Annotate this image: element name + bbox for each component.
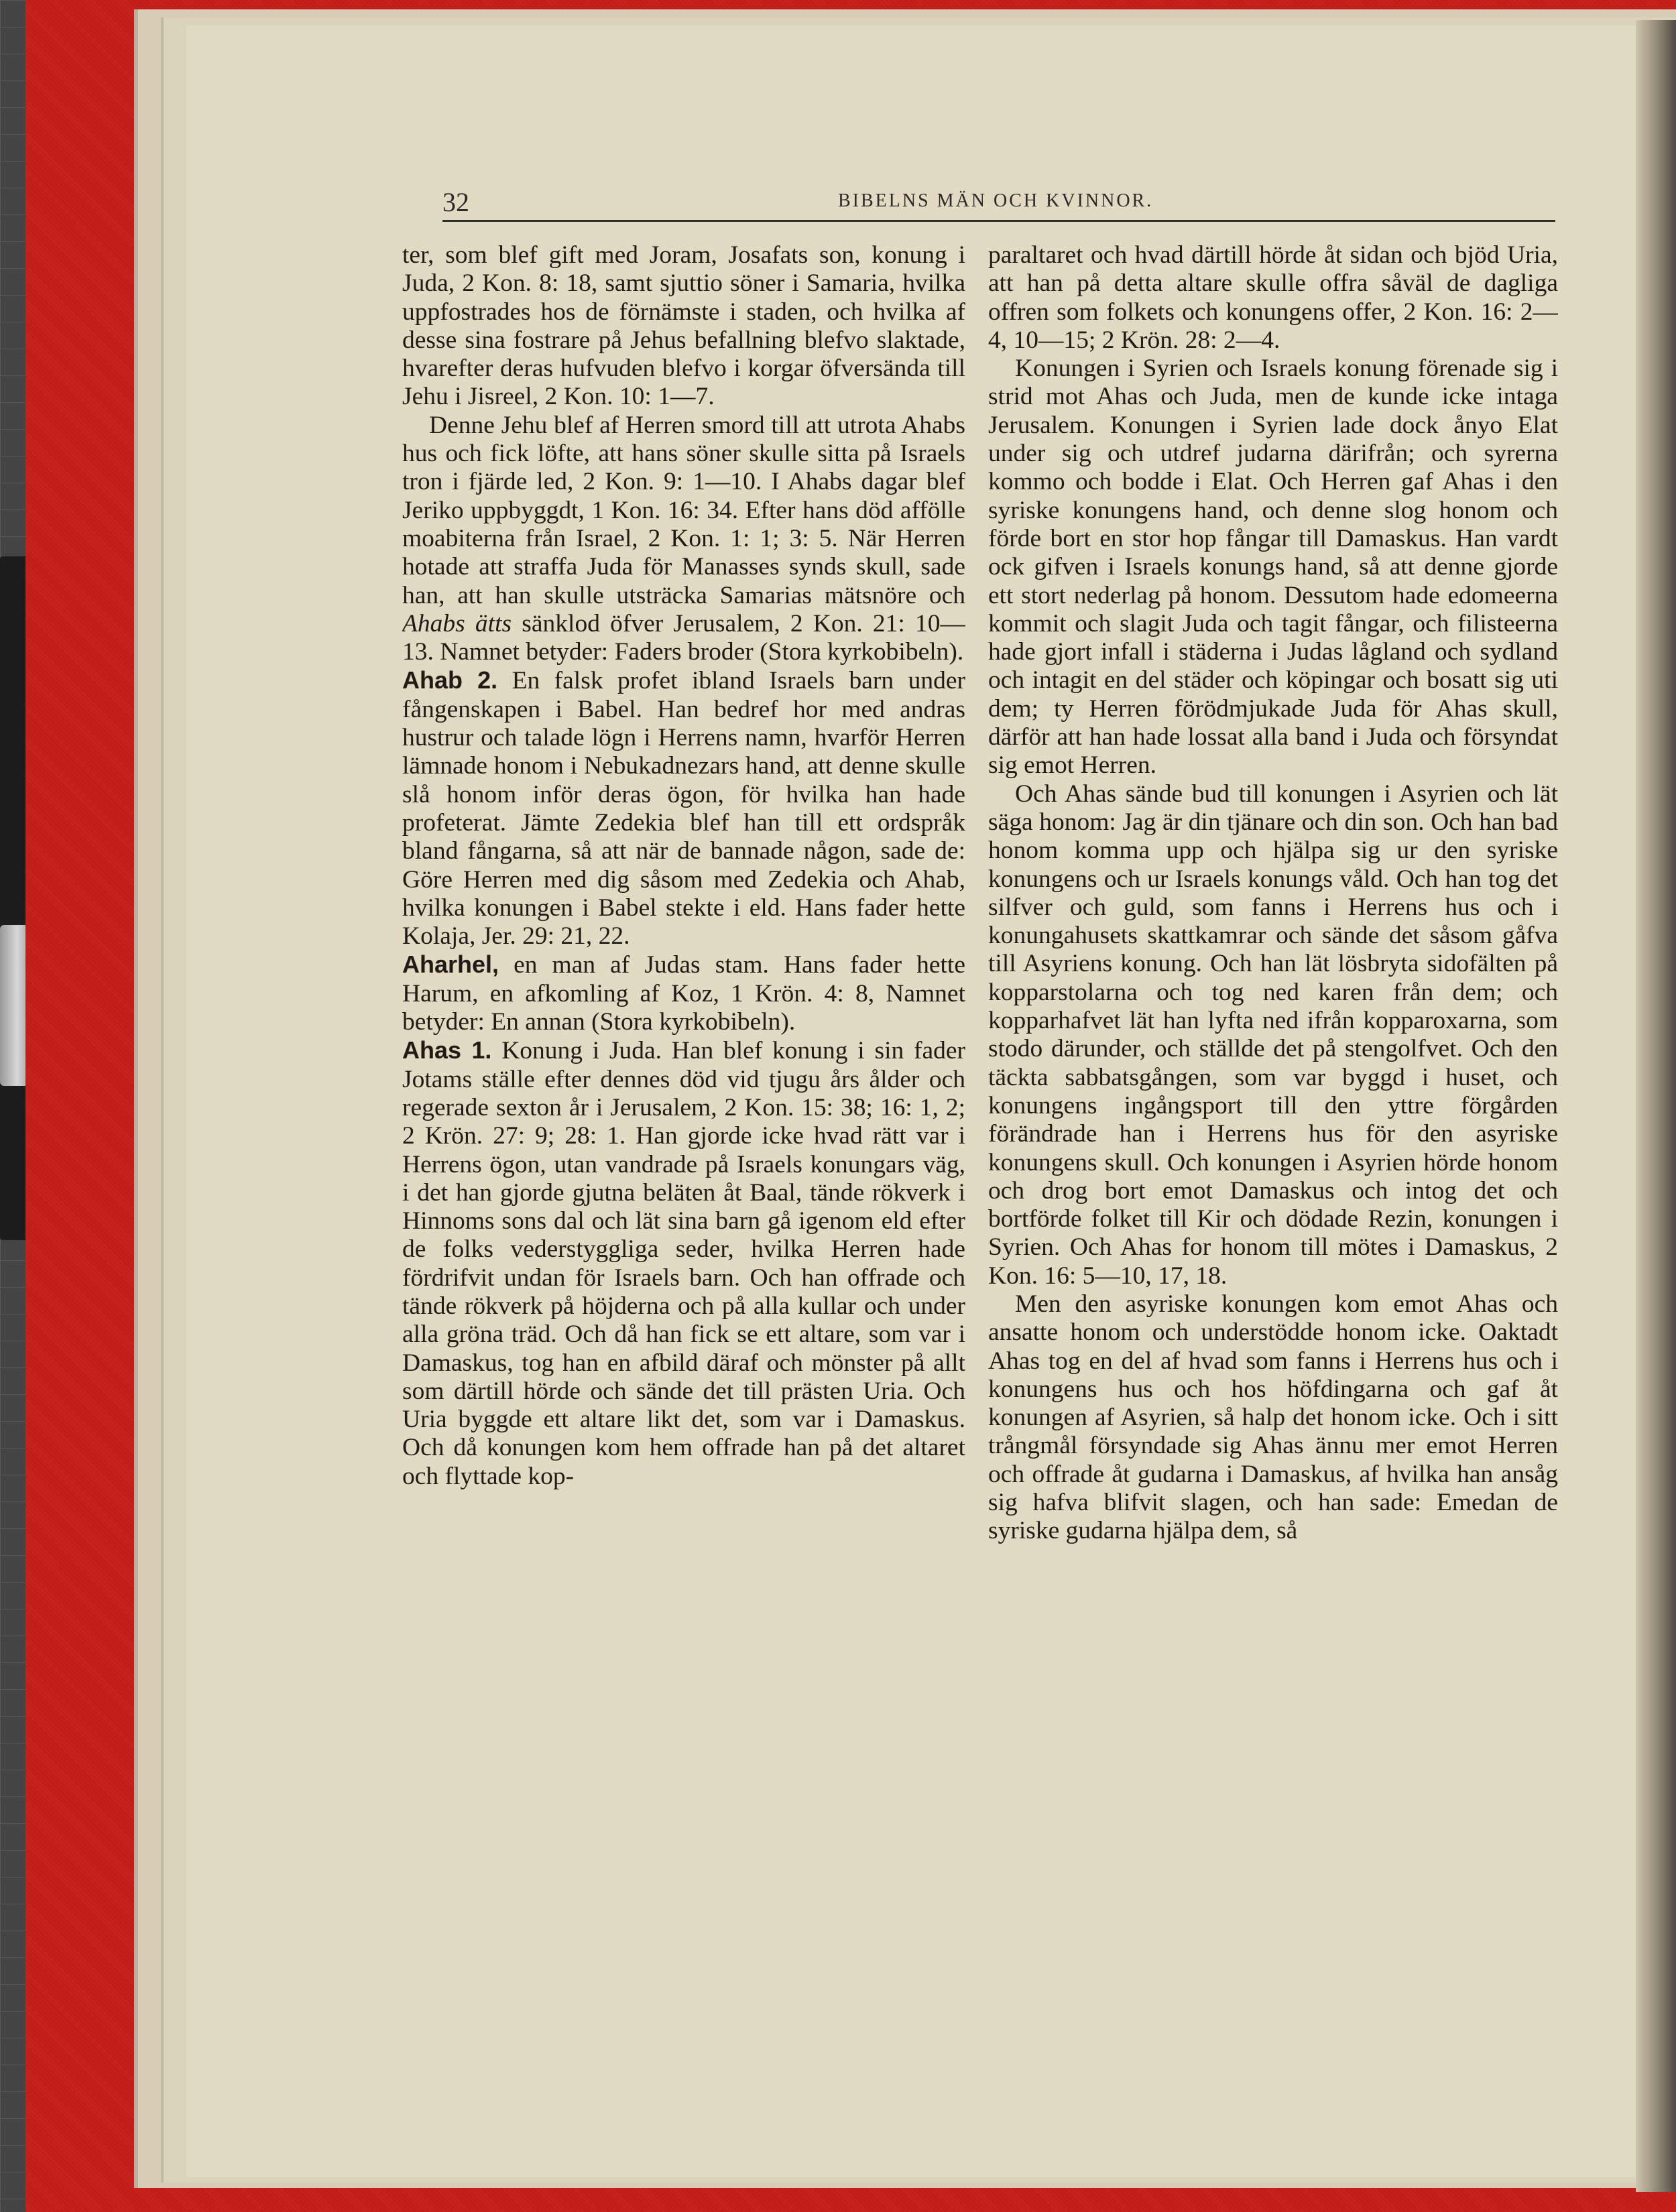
running-title: BIBELNS MÄN OCH KVINNOR. [838,190,1154,211]
paragraph: Men den asyriske konungen kom emot Ahas och ansatte honom och understödde honom icke. Oaktadt Ahas tog en del af hvad som fanns i Herrens hus och i konungens hus och hos höfdingarna och gaf åt konungen af Asyrien, så halp det honom icke. Och i sitt trångmål försyndade sig Ahas ännu mer emot Herren och offrade åt gudarna i Damaskus, af hvilka han ansåg sig hafva blifvit slagen, och han sade: Emedan de syriske gudarna hjälpa dem, så [988,1290,1558,1545]
right-column [988,241,1558,1984]
entry-text: Konung i Juda. Han blef konung i sin fader Jotams ställe efter dennes död vid tjugu års ålder och regerade sexton år i Jerusalem, 2 Kon. 15: 38; 16: 1, 2; 2 Krön. 27: 9; 28: 1. Han gjorde icke hvad rätt var i Herrens ögon, utan vandrade på Israels konungars väg, i det han gjorde gjutna beläten åt Baal, tände rökverk i Hinnoms sons dal och lät sina barn gå igenom eld efter de folks vederstyggliga seder, hvilka Herren hade fördrifvit undan för Israels barn. Och han offrade och tände rökverk på höjderna och på alla kullar och under alla gröna träd. Och då han fick se ett altare, som var i Damaskus, tog han en afbild däraf och mönster på allt som därtill hörde och sände det till prästen Uria. Och Uria byggde ett altare likt det, som var i Damaskus. Och då konungen kom hem offrade han på det altaret och flyttade kop- [402,1037,965,1490]
italic-phrase: Ahabs ätts [402,609,512,637]
entry-heading: Ahab 2. [402,666,498,694]
running-head [442,180,1555,222]
paragraph-text: Denne Jehu blef af Herren smord till att utrota Ahabs hus och fick löfte, att hans söner skulle sitta på Israels tron i fjärde led, 2 Kon. 9: 1—10. I Ahabs dagar blef Jeriko uppbyggdt, 1 Kon. 16: 34. Efter hans död affölle moabiterna från Israel, 2 Kon. 1: 1; 3: 5. När Herren hotade att straffa Juda för Manasses synds skull, sade han, att han skulle utsträcka Samarias mätsnöre och [402,411,965,609]
page-gutter-shadow [1636,20,1676,2192]
entry-ahab-2 [402,666,965,950]
entry-aharhel [402,950,965,1036]
paragraph-text: sänklod öfver Jerusalem, 2 Kon. 21: 10—13. Namnet betyder: Faders broder (Stora kyrkobibeln). [402,609,965,666]
paragraph [402,412,965,667]
paragraph: Och Ahas sände bud till konungen i Asyrien och lät säga honom: Jag är din tjänare och din son. Och han bad honom komma upp och hjälpa sig ur den syriske konungens och ur Israels konungs våld. Och han tog det silfver och guld, som fanns i Herrens hus och i konungahusets skattkamrar och sände det såsom gåfva till Asyriens konung. Och han lät lösbryta sidofälten på kopparstolarna och tog ned karen från dem; och kopparhafvet lät han lyfta ned ifrån kopparoxarna, som stodo därunder, och ställde det på stengolfvet. Och den täckta sabbatsgången, som var byggd i huset, och konungens ingångsport till den yttre förgården förändrade han i Herrens hus för den asyriske konungens skull. Och konungen i Asyrien hörde honom och drog bort emot Damaskus och intog det och bortförde folket till Kir och dödade Rezin, konungen i Syrien. Och Ahas for honom till mötes i Damaskus, 2 Kon. 16: 5—10, 17, 18. [988,780,1558,1290]
entry-text: en man af Judas stam. Hans fader hette Harum, en afkomling af Koz, 1 Krön. 4: 8, Namnet betyder: En annan (Stora kyrkobibeln). [402,951,965,1036]
entry-text: En falsk profet ibland Israels barn under fångenskapen i Babel. Han bedref hor med andras hustrur och talade lögn i Herrens namn, hvarför Herren lämnade honom i Nebukadnezars hand, att denne skulle slå honom inför deras ögon, för hvilka han hade profeterat. Jämte Zedekia blef han till ett ordspråk bland fångarna, så att när de bannade någon, sade de: Göre Herren med dig såsom med Zedekia och Ahab, hvilka konungen i Babel stekte i eld. Hans fader hette Kolaja, Jer. 29: 21, 22. [402,667,965,950]
entry-ahas-1 [402,1036,965,1491]
left-column [402,241,965,1984]
paragraph: ter, som blef gift med Joram, Josafats son, konung i Juda, 2 Kon. 8: 18, samt sjuttio söner i Samaria, hvilka uppfostrades hos de förnämste i staden, och hvilka af desse sina fostrare på Jehus befallning blefvo slaktade, hvarefter deras hufvuden blefvo i korgar öfversända till Jehu i Jisreel, 2 Kon. 10: 1—7. [402,241,965,411]
paragraph: paraltaret och hvad därtill hörde åt sidan och bjöd Uria, att han på detta altare skulle offra såväl de dagliga offren som folkets och konungens offer, 2 Kon. 16: 2—4, 10—15; 2 Krön. 28: 2—4. [988,241,1558,354]
entry-heading: Aharhel, [402,950,499,979]
paragraph: Konungen i Syrien och Israels konung förenade sig i strid mot Ahas och Juda, men de kunde icke intaga Jerusalem. Konungen i Syrien lade dock ånyo Elat under sig och utdref judarna därifrån; och syrerna kommo och bodde i Elat. Och Herren gaf Ahas i den syriske konungens hand, och denne slog honom och förde bort en stor hop fångar till Damaskus. Han vardt ock gifven i Israels konungs hand, så att denne gjorde ett stort nederlag på honom. Dessutom hade edomeerna kommit och slagit Juda och tagit fångar, och filisteerna hade gjort infall i städerna i Judas lågland och sydland och intagit en del städer och köpingar och bosatt sig uti dem; ty Herren förödmjukade Juda för Ahas skull, därför att han hade lossat alla band i Juda och försyndat sig emot Herren. [988,355,1558,780]
entry-heading: Ahas 1. [402,1036,492,1064]
page-number: 32 [442,187,469,217]
